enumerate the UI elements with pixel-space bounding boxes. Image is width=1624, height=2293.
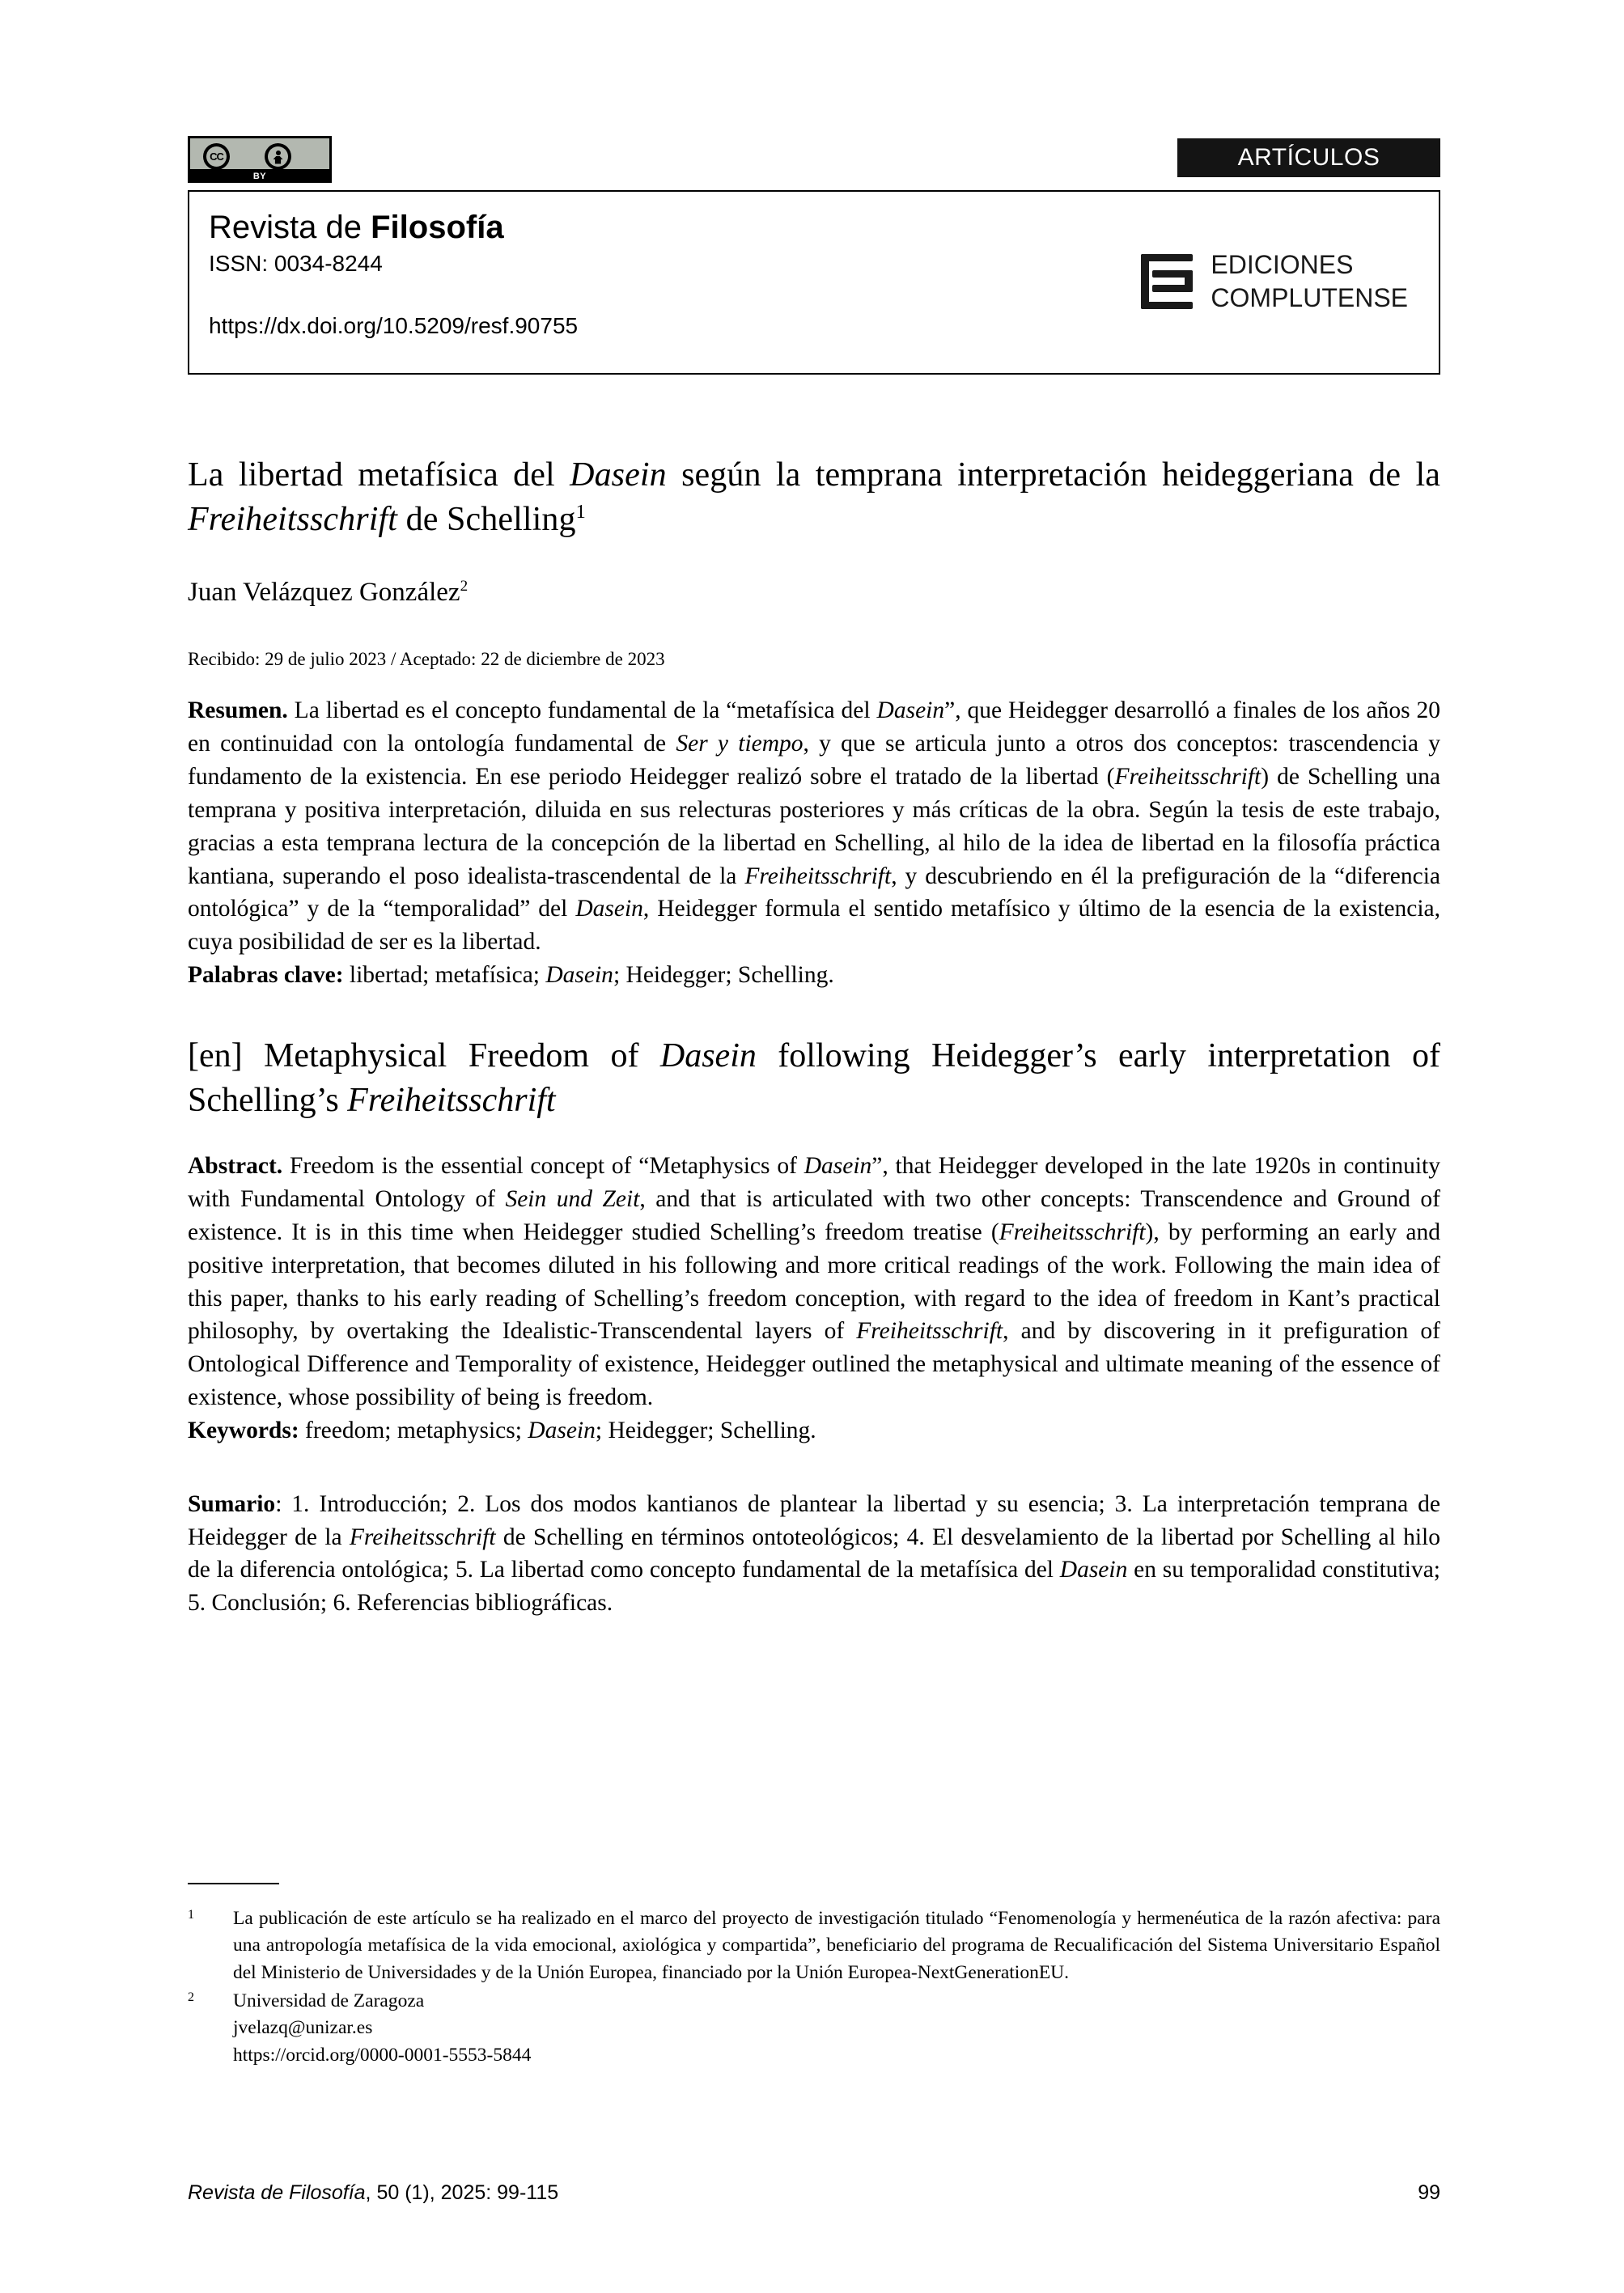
keywords-label: Keywords: [188,1417,299,1443]
article-content [188,453,1440,1620]
resumen-term-1: Dasein [876,697,945,724]
footnote-item [188,1988,1440,2069]
footnote-item [188,1905,1440,1986]
title-segment-3: de Schelling [397,500,576,538]
sumario-label: Sumario [188,1490,276,1517]
resumen-term-3: Freiheitsschrift [1114,764,1261,790]
logo-bar-right [1185,270,1193,292]
title-term-dasein: Dasein [570,456,667,494]
ediciones-complutense-mark-icon [1141,254,1193,309]
logo-bar-bottom [1141,302,1193,309]
abstract-text-1: Freedom is the essential concept of “Metaphysics of [282,1153,804,1180]
palabras-clave-part-1: libertad; metafísica; [343,962,546,989]
resumen-label: Resumen. [188,697,288,724]
journal-title-light: Revista de [209,210,371,245]
resumen-text-6: , Heidegger formula el sentido metafísico y último de la esencia de la existencia, cuya posibilidad de ser es la libertad. [188,896,1441,956]
footnote-text: La publicación de este artículo se ha realizado en el marco del proyecto de investigación titulado “Fenomenología y hermenéutica de la razón afectiva: para una antropología metafísica de la vida emocional, axiológica y compartida”, beneficiario del programa de Recualificación del Sistema Universitario Español del Ministerio de Universidades y de la Unión Europea, financiado por la Unión Europea-NextGenerationEU. [233,1908,1440,1983]
footer-citation [188,2181,558,2205]
abstract-term-2: Sein und Zeit [505,1186,640,1212]
english-title-term-freiheitsschrift: Freiheitsschrift [347,1081,556,1119]
abstract-term-4: Freiheitsschrift [856,1318,1003,1345]
abstract-term-1: Dasein [804,1153,872,1180]
abstract-text-3: , and that is articulated with two other concepts: Transcendence and Ground of existence. It is in this time when Heidegger studied Schelling’s freedom treatise ( [188,1186,1440,1245]
cc-by-label: BY [252,172,267,181]
palabras-clave-label: Palabras clave: [188,962,344,989]
english-title-segment-1: [en] Metaphysical Freedom of [188,1036,660,1074]
abstract-label: Abstract. [188,1153,283,1180]
resumen-text-4: ) de Schelling una temprana y positiva interpretación, diluida en sus relecturas posteriores y más críticas de la obra. Según la tesis de este trabajo, gracias a esta temprana lectura de la concepción de la libertad en Schelling, al hilo de la idea de libertad en la filosofía práctica kantiana, superando el poso idealista-trascendental de la [188,764,1440,889]
publisher-name-line1: EDICIONES [1211,250,1354,279]
page-number: 99 [1418,2181,1440,2204]
resumen-text-3: , y que se articula junto a otros dos conceptos: trascendencia y fundamento de la existencia. En ese periodo Heidegger realizó sobre el tratado de la libertad ( [188,731,1440,790]
keywords-part-2: ; Heidegger; Schelling. [595,1417,816,1443]
journal-title [209,210,504,246]
cc-logo-icon [203,143,230,170]
footnote-marker: 1 [188,1908,194,1922]
palabras-clave [188,959,1440,992]
abstract-text-2: ”, that Heidegger developed in the late 1920s in continuity with Fundamental Ontology of [188,1153,1440,1212]
sumario-term-1: Freiheitsschrift [349,1524,496,1550]
author-footnote-marker[interactable]: 2 [460,578,469,596]
english-title-segment-2: following Heidegger’s early interpretation of Schelling’s [188,1036,1440,1119]
resumen-term-4: Freiheitsschrift [744,863,892,889]
abstract-term-3: Freiheitsschrift [999,1219,1146,1245]
resumen-term-2: Ser y tiempo [676,731,804,757]
english-title-term-dasein: Dasein [659,1036,757,1074]
author-byline [188,577,1440,609]
resumen-term-5: Dasein [575,896,643,922]
author-affiliation: Universidad de Zaragoza [233,1990,425,2012]
author-orcid-link[interactable]: https://orcid.org/0000-0001-5553-5844 [233,2044,532,2066]
top-band [188,136,1440,186]
article-title [188,453,1440,541]
sumario-term-2: Dasein [1059,1557,1128,1583]
footer-journal-name: Revista de Filosofía [188,2181,366,2204]
abstract-text-4: ), by performing an early and positive interpretation, that becomes diluted in his following and more critical readings of the work. Following the main idea of this paper, thanks to his early reading of Schelling’s freedom conception, with regard to the idea of freedom in Kant’s practical philosophy, by overtaking the Idealistic-Transcendental layers of [188,1219,1440,1345]
attribution-person-icon [265,143,291,170]
logo-bar-vertical [1141,254,1149,309]
person-icon-inner [268,146,288,167]
publisher-name-line2: COMPLUTENSE [1211,282,1408,312]
author-name: Juan Velázquez González [188,578,460,608]
cc-letters: CC [210,150,223,163]
resumen-paragraph [188,694,1440,959]
received-accepted-dates: Recibido: 29 de julio 2023 / Aceptado: 22 de diciembre de 2023 [188,648,665,669]
abstract-paragraph [188,1150,1440,1414]
footnote-marker: 2 [188,1990,194,2005]
title-footnote-marker[interactable]: 1 [575,500,586,523]
palabras-clave-part-2: ; Heidegger; Schelling. [613,962,834,989]
title-term-freiheitsschrift: Freiheitsschrift [188,500,398,538]
publisher-name [1211,248,1408,315]
creative-commons-by-badge [188,136,332,183]
logo-bar-top [1141,254,1193,261]
english-title [188,1034,1440,1122]
sumario-text-1: : 1. Introducción; 2. Los dos modos kantianos de plantear la libertad y su esencia; 3. La interpretación temprana de Heidegger de la [188,1490,1440,1550]
publisher-logo [1141,248,1408,315]
palabras-clave-term: Dasein [545,962,613,989]
masthead-identity [209,210,504,278]
journal-masthead-box [188,190,1440,375]
article-doi-link[interactable]: https://dx.doi.org/10.5209/resf.90755 [209,313,579,338]
person-glyph [272,150,285,164]
resumen-text-5: , y descubriendo en él la prefiguración de la “diferencia ontológica” y de la “temporalidad” del [188,863,1440,922]
footnote-separator-rule [188,1883,279,1884]
journal-title-bold: Filosofía [371,210,504,245]
sumario-text-3: en su temporalidad constitutiva; 5. Conclusión; 6. Referencias bibliográficas. [188,1557,1440,1617]
cc-badge-upper [190,138,329,169]
person-head [276,150,281,155]
author-email[interactable]: jvelazq@unizar.es [233,2017,373,2039]
resumen-text-1: La libertad es el concepto fundamental de la “metafísica del [287,697,877,724]
journal-issn: ISSN: 0034-8244 [209,250,383,276]
page-footer [188,2181,1440,2205]
abstract-text-5: , and by discovering in it prefiguration of Ontological Difference and Temporality of existence, Heidegger outlined the metaphysical and ultimate meaning of the essence of existence, whose possibility of being is freedom. [188,1318,1441,1411]
resumen-text-2: ”, que Heidegger desarrolló a finales de los años 20 en continuidad con la ontología fundamental de [188,697,1440,757]
title-segment-1: La libertad metafísica del [188,456,570,494]
person-body [273,156,283,164]
footnote-area [188,1905,1440,2069]
keywords-part-1: freedom; metaphysics; [299,1417,528,1443]
cc-logo-inner [206,146,227,167]
footer-volume-pages: , 50 (1), 2025: 99-115 [365,2181,559,2204]
keywords [188,1414,1440,1447]
sumario-text-2: de Schelling en términos ontoteológicos; 4. El desvelamiento de la libertad por Schelling al hilo de la diferencia ontológica; 5. La libertad como concepto fundamental de la metafísica del [188,1524,1440,1583]
footnote-author-details [233,1988,1440,2069]
keywords-term: Dasein [528,1417,596,1443]
sumario-paragraph [188,1488,1440,1620]
section-label-badge: ARTÍCULOS [1177,138,1440,177]
title-segment-2: según la temprana interpretación heideggeriana de la [666,456,1440,494]
